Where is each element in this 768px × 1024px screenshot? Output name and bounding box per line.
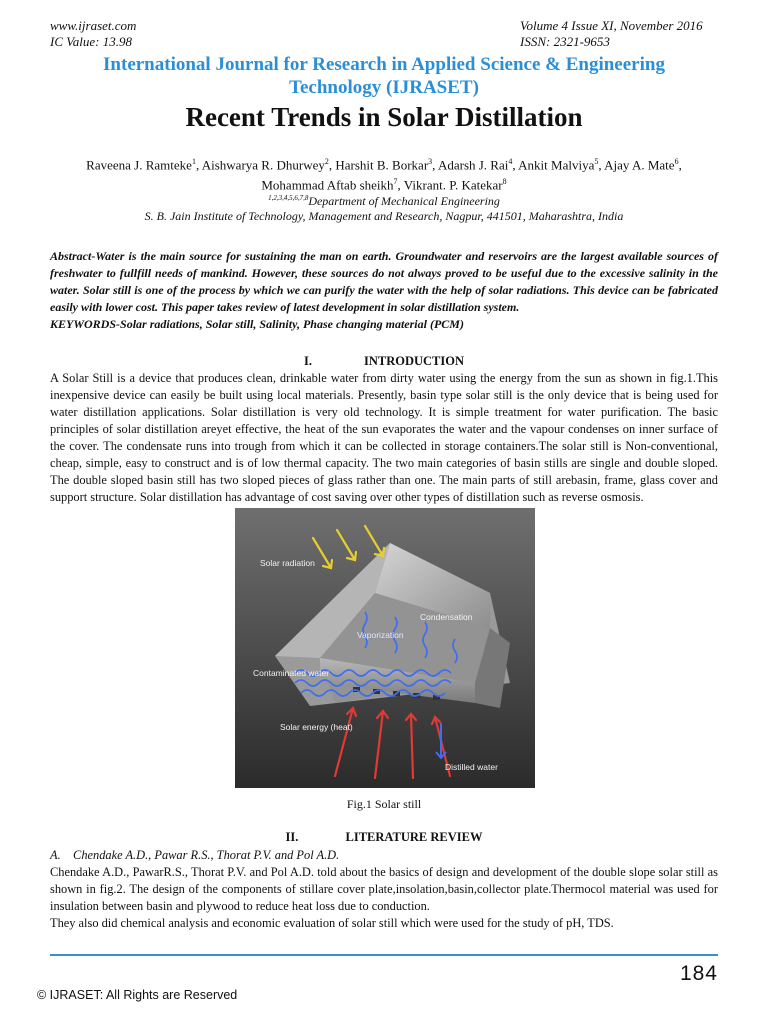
subsection-heading: A. Chendake A.D., Pawar R.S., Thorat P.V. and Pol A.D. <box>50 848 340 862</box>
copyright: © IJRASET: All Rights are Reserved <box>37 988 238 1002</box>
solar-still-figure <box>235 508 535 788</box>
literature-text: Chendake A.D., PawarR.S., Thorat P.V. and Pol A.D. told about the basics of design and development of the double slope solar still as shown in fig.2. The design of the components of stillare cover plate,insolation,basin,collector plate.Thermocol material was used for insulation between basin and plywood to reduce heat loss due to conduction. <box>50 865 718 913</box>
author-line-1: Raveena J. Ramteke$^1$, Aishwarya R. Dhurwey$^2$, Harshit B. Borkar$^3$, Adarsh J. Rai$^4$, Ankit Malviya$^5$, Ajay A. Mate$^6$, <box>86 157 682 173</box>
abstract: Abstract-Water is the main source for sustaining the man on earth. Groundwater and reservoirs are the largest available sources of freshwater to fullfill needs of mankind. However, these sources do not always proved to be useful due to the excessive salinity in the water. Solar still is one of the process by which we can purify the water with the help of solar radiations. This device can be fabricated easily with lower cost. This paper takes review of latest development in solar distillation system. <box>50 249 718 314</box>
journal-name-line1: International Journal for Research in Applied Science & Engineering <box>103 54 665 75</box>
journal-website: www.ijraset.com <box>50 18 137 33</box>
author: Raveena J. Ramteke <box>86 157 192 173</box>
label-solar-radiation: Solar radiation <box>260 558 315 568</box>
institute: S. B. Jain Institute of Technology, Management and Research, Nagpur, 441501, Maharashtra, India <box>144 209 624 223</box>
section-heading-literature-review: II. LITERATURE REVIEW <box>285 830 483 844</box>
label-condensation: Condensation <box>420 612 473 622</box>
author: Aishwarya R. Dhurwey <box>201 157 325 173</box>
author-list <box>50 153 718 194</box>
author: Harshit B. Borkar <box>335 157 429 173</box>
introduction-text: A Solar Still is a device that produces clean, drinkable water from dirty water using the energy from the sun as shown in fig.1.This inexpensive device can easily be built using local materials. Presently, basin type solar still is the only device that is being used for water distillation applications. Solar distillation is very old technology. It is simple treatment for water purification. The basic principles of solar distillation areyet effective, the heat of the sun evaporates the water and the vapour condenses on inner surface of the cover. The condensate runs into trough from which it can be collected in storage containers.The solar still is Non-conventional, cheap, simple, easy to construct and is of low thermal capacity. The two main categories of basin stills are single and double sloped. The double sloped basin still has two sloped pieces of glass rather than one. The main parts of still arebasin, frame, glass cover and support structure. Solar distillation has advantage of cost saving over other types of distillation such as reverse osmosis. <box>50 371 718 504</box>
figure-caption: Fig.1 Solar still <box>346 797 422 811</box>
label-vaporization: Vaporization <box>357 630 404 640</box>
label-distilled-water: Distilled water <box>445 762 498 772</box>
paper-title: Recent Trends in Solar Distillation <box>185 102 583 132</box>
author: Adarsh J. Rai <box>437 157 509 173</box>
author: Ajay A. Mate <box>604 157 675 173</box>
author: Vikrant. P. Katekar <box>403 177 503 193</box>
author: Ankit Malviya <box>518 157 595 173</box>
department: $^{1,2,3,4,5,6,7,8}$Department of Mechanical Engineering <box>268 194 500 208</box>
volume-info: Volume 4 Issue XI, November 2016 <box>520 18 703 33</box>
section-heading-introduction: I. INTRODUCTION <box>303 354 464 368</box>
footer-rule <box>50 954 718 956</box>
page-number: 184 <box>679 962 718 985</box>
issn: ISSN: 2321-9653 <box>520 34 610 49</box>
label-contaminated-water: Contaminated water <box>253 668 330 678</box>
literature-text-2: They also did chemical analysis and economic evaluation of solar still which were used for the study of pH, TDS. <box>50 916 614 930</box>
author-line-2: Mohammad Aftab sheikh$^7$, Vikrant. P. Katekar$^8$ <box>261 177 507 193</box>
label-solar-energy: Solar energy (heat) <box>280 722 353 732</box>
author: Mohammad Aftab sheikh <box>261 177 394 193</box>
keywords: KEYWORDS-Solar radiations, Solar still, Salinity, Phase changing material (PCM) <box>50 317 464 331</box>
ic-value: IC Value: 13.98 <box>50 34 132 49</box>
journal-name-line2: Technology (IJRASET) <box>289 77 479 98</box>
